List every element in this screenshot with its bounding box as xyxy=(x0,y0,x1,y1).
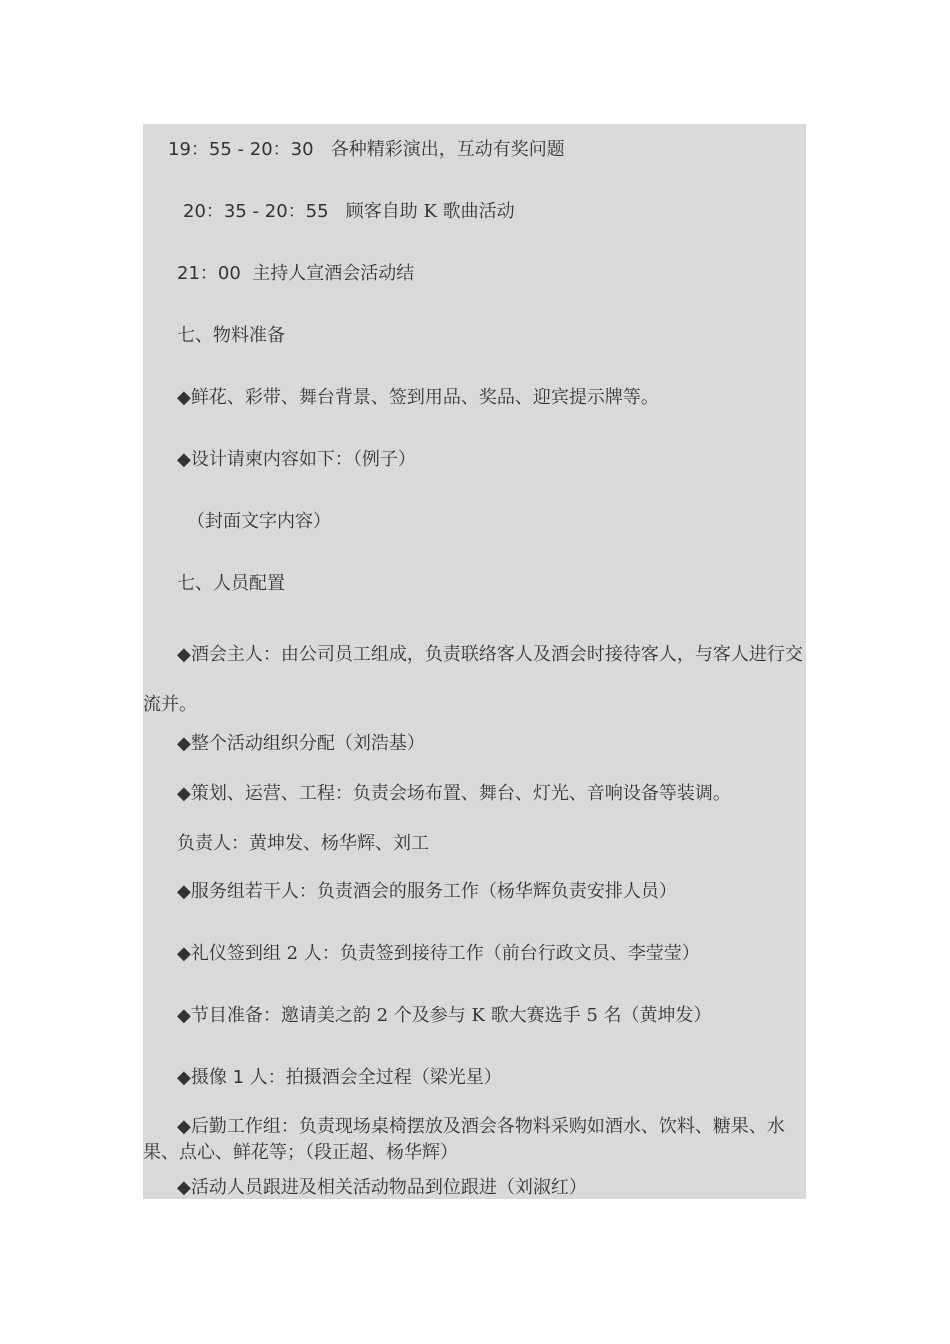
staff-camera-owner: （梁光星） xyxy=(411,1067,502,1088)
staff-followup: ◆活动人员跟进及相关活动物品到位跟进（刘淑红） xyxy=(177,1177,587,1198)
staff-etiquette: ◆礼仪签到组 2 人：负责签到接待工作（前台行政文员、李莹莹） xyxy=(177,943,700,964)
staff-planning-owner: 负责人：黄坤发、杨华辉、刘工 xyxy=(177,833,429,854)
staff-program: ◆节目准备：邀请美之韵 2 个及参与 K 歌大赛选手 5 名（黄坤发） xyxy=(177,1005,712,1026)
schedule-activity-cont: 有奖问题 xyxy=(492,139,565,160)
staff-host-paragraph: ◆酒会主人：由公司员工组成，负责联络客人及酒会时接待客人，与客人进行交流并。 xyxy=(143,644,803,715)
staff-camera-duty: ◆摄像 1 人：拍摄酒会全过程 xyxy=(177,1067,412,1088)
schedule-activity: 顾客自助 K 歌曲活动 xyxy=(345,201,515,222)
staff-service-role: ◆服务组若干人：负责酒会的服务工作（ xyxy=(177,881,497,902)
section-heading-staff: 七、人员配置 xyxy=(177,573,285,594)
schedule-time: 21：00 xyxy=(177,263,241,284)
materials-list-item: ◆设计请柬内容如下：（例子） xyxy=(177,449,416,470)
schedule-activity: 各种精彩演出，互动 xyxy=(330,139,493,160)
staff-service xyxy=(143,880,840,904)
staff-camera xyxy=(143,1066,840,1090)
schedule-activity: 主持人宣酒会活动结 xyxy=(252,263,415,284)
staff-planning-duty: 负责会场布置、舞台、灯光、音响设备等装调。 xyxy=(352,783,731,804)
staff-org: ◆整个活动组织分配（刘浩基） xyxy=(177,733,425,754)
staff-service-owner: 杨华辉负责安排人员） xyxy=(496,881,677,902)
materials-list-item: ◆鲜花、彩带、舞台背景、签到用品、奖品、迎宾提示牌等。 xyxy=(177,387,659,408)
cover-text-note: （封面文字内容） xyxy=(187,511,331,532)
schedule-row-2 xyxy=(143,200,846,224)
staff-planning-role: ◆策划、运营、工程： xyxy=(177,783,353,804)
schedule-time: 19：55 - 20：30 xyxy=(168,139,314,160)
schedule-row-3 xyxy=(143,262,840,286)
staff-logistics: ◆后勤工作组：负责现场桌椅摆放及酒会各物料采购如酒水、饮料、糖果、水果、点心、鲜花等；（段正超、杨华辉） xyxy=(143,1116,785,1163)
staff-planning xyxy=(143,782,840,806)
schedule-time: 20：35 - 20：55 xyxy=(183,201,329,222)
section-heading-materials: 七、物料准备 xyxy=(177,325,285,346)
document-body xyxy=(143,124,806,1199)
schedule-row-1 xyxy=(143,138,831,162)
